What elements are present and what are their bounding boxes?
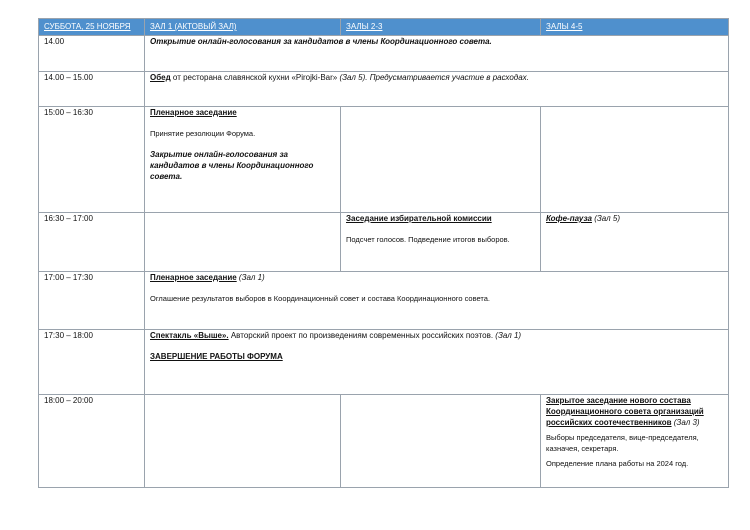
event-note: (Зал 5). Предусматривается участие в расходах. (337, 73, 529, 82)
empty-cell (341, 107, 541, 213)
table-row (39, 36, 729, 72)
event-cell (145, 272, 729, 330)
event-note: (Зал 5) (592, 214, 621, 223)
event-title: Кофе-пауза (546, 214, 592, 223)
table-row (39, 213, 729, 272)
empty-cell (341, 395, 541, 488)
empty-cell (145, 395, 341, 488)
table-row (39, 107, 729, 213)
event-cell-halls-4-5 (541, 213, 729, 272)
header-day: СУББОТА, 25 НОЯБРЯ (39, 19, 145, 36)
event-text: Оглашение результатов выборов в Координационный совет и состава Координационного совета. (150, 294, 491, 303)
time-cell: 17:00 – 17:30 (39, 272, 145, 330)
event-cell-halls-4-5 (541, 395, 729, 488)
event-subtitle: Закрытие онлайн-голосования за кандидатов в члены Координационного совета. (150, 150, 314, 181)
event-title: Заседание избирательной комиссии (346, 214, 492, 223)
event-cell (145, 72, 729, 107)
table-row (39, 330, 729, 395)
event-text: Подсчет голосов. Подведение итогов выборов. (346, 235, 510, 244)
event-text: Авторский проект по произведениям современных российских поэтов. (228, 331, 494, 340)
empty-cell (145, 213, 341, 272)
event-cell-hall-1 (145, 107, 341, 213)
event-title: Спектакль «Выше». (150, 331, 229, 340)
table-row (39, 395, 729, 488)
event-title: Пленарное заседание (150, 108, 237, 117)
event-cell-halls-2-3 (341, 213, 541, 272)
header-halls-2-3: ЗАЛЫ 2-3 (341, 19, 541, 36)
event-text: Принятие резолюции Форума. (150, 129, 256, 138)
event-note: (Зал 3) (671, 418, 700, 427)
event-note: (Зал 1) (236, 273, 265, 282)
header-halls-4-5: ЗАЛЫ 4-5 (541, 19, 729, 36)
table-row (39, 72, 729, 107)
time-cell: 16:30 – 17:00 (39, 213, 145, 272)
event-text: Определение плана работы на 2024 год. (546, 459, 689, 468)
event-text: от ресторана славянской кухни «Pirojki-Bar» (170, 73, 338, 82)
time-cell: 15:00 – 16:30 (39, 107, 145, 213)
event-cell (145, 330, 729, 395)
empty-cell (541, 107, 729, 213)
event-title: Обед (150, 73, 171, 82)
header-hall-1: ЗАЛ 1 (АКТОВЫЙ ЗАЛ) (145, 19, 341, 36)
time-cell: 17:30 – 18:00 (39, 330, 145, 395)
closing-title: ЗАВЕРШЕНИЕ РАБОТЫ ФОРУМА (150, 352, 283, 361)
header-row (39, 19, 729, 36)
table-row (39, 272, 729, 330)
event-note: (Зал 1) (493, 331, 522, 340)
time-cell: 14.00 (39, 36, 145, 72)
time-cell: 18:00 – 20:00 (39, 395, 145, 488)
event-title: Пленарное заседание (150, 273, 237, 282)
event-title: Открытие онлайн-голосования за кандидатов в члены Координационного совета. (150, 37, 492, 46)
schedule-table (38, 18, 729, 488)
time-cell: 14.00 – 15.00 (39, 72, 145, 107)
event-title: Закрытое заседание нового состава Координационного совета организаций российских соотечественников (546, 396, 704, 427)
event-text: Выборы председателя, вице-председателя, казначея, секретаря. (546, 433, 699, 453)
event-cell (145, 36, 729, 72)
